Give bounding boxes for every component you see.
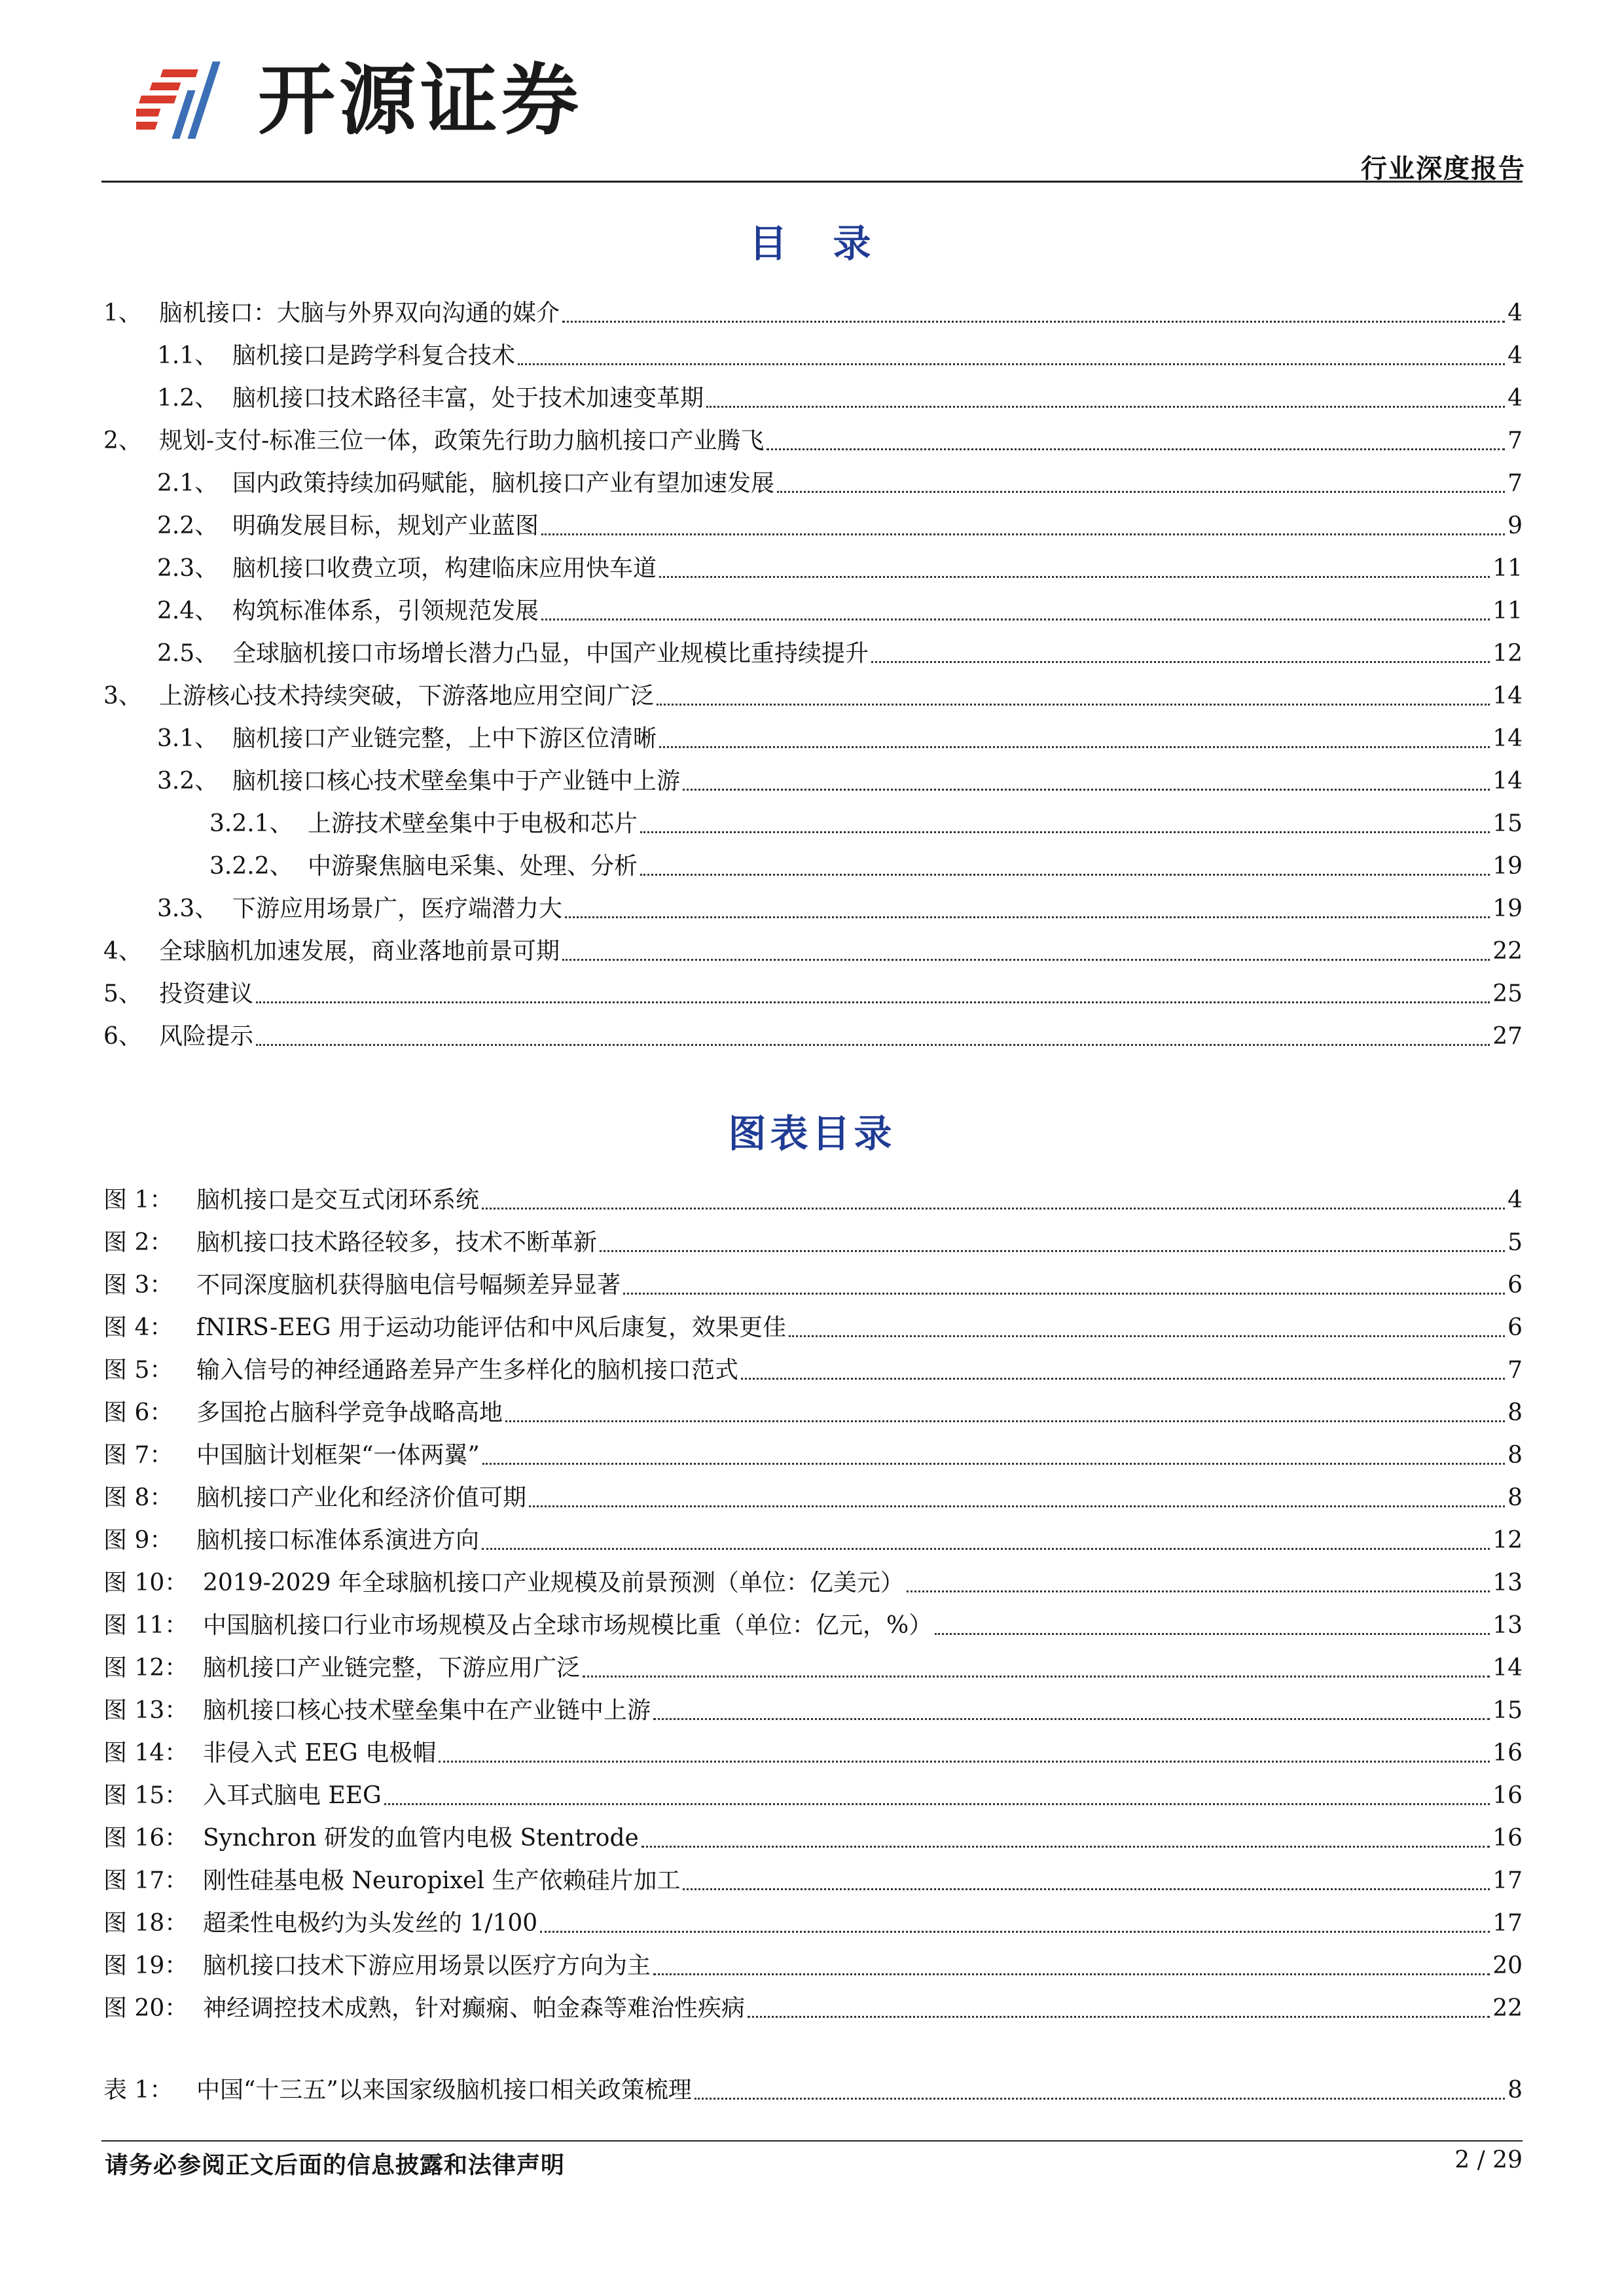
figure-entry-number: 图 5： (103, 1357, 173, 1384)
toc-entry-page: 14 (1492, 725, 1523, 752)
toc-entry[interactable] (103, 841, 1523, 884)
figure-entry[interactable] (103, 1685, 1523, 1728)
dot-leader (777, 490, 1505, 493)
toc-entry-page: 7 (1507, 427, 1523, 454)
toc-entry[interactable] (103, 628, 1523, 671)
figure-entry-number: 图 15： (103, 1782, 189, 1809)
toc-entry-page: 11 (1492, 555, 1523, 582)
toc-entry-title: 脑机接口：大脑与外界双向沟通的媒介 (159, 300, 560, 327)
dot-leader (659, 575, 1490, 578)
toc-entry-page: 25 (1492, 980, 1523, 1007)
toc-entry[interactable] (103, 1011, 1523, 1054)
figure-entry-page: 16 (1492, 1825, 1523, 1852)
figure-entry-page: 15 (1492, 1697, 1523, 1724)
figure-entry-title: 脑机接口产业化和经济价值可期 (196, 1484, 527, 1511)
toc-entry-number: 2.1、 (157, 470, 219, 497)
toc-entry-number: 1.2、 (157, 385, 219, 412)
figure-entry-title: 多国抢占脑科学竞争战略高地 (196, 1399, 503, 1426)
figure-entry-page: 5 (1507, 1229, 1523, 1256)
figure-entry[interactable] (103, 1813, 1523, 1856)
dot-leader (541, 618, 1490, 620)
toc-entry-page: 15 (1492, 810, 1523, 837)
toc-entry-number: 3.2.2、 (209, 853, 293, 880)
dot-leader (565, 916, 1490, 918)
toc-entry-title: 上游技术壁垒集中于电极和芯片 (308, 810, 638, 837)
toc-entry-title: 全球脑机加速发展，商业落地前景可期 (159, 938, 560, 965)
dot-leader (256, 1001, 1490, 1003)
toc-entry-title: 脑机接口是跨学科复合技术 (232, 342, 516, 369)
dot-leader (482, 1462, 1505, 1465)
figure-entry[interactable] (103, 1898, 1523, 1941)
table-entry-number: 表 1： (103, 2077, 173, 2104)
figure-entry[interactable] (103, 1302, 1523, 1345)
figure-entry-title: 神经调控技术成熟，针对癫痫、帕金森等难治性疾病 (203, 1995, 746, 2022)
figure-entry[interactable] (103, 1473, 1523, 1515)
figure-entry-title: 超柔性电极约为头发丝的 1/100 (203, 1910, 538, 1937)
table-entry-page: 8 (1507, 2077, 1523, 2104)
figure-entry-page: 4 (1507, 1187, 1523, 1213)
figure-entry-title: 脑机接口是交互式闭环系统 (196, 1187, 480, 1213)
figure-entry-page: 13 (1492, 1612, 1523, 1639)
toc-entry-title: 规划-支付-标准三位一体，政策先行助力脑机接口产业腾飞 (159, 427, 765, 454)
figure-entry-number: 图 18： (103, 1910, 189, 1937)
dot-leader (623, 1292, 1505, 1295)
dot-leader (653, 1973, 1490, 1975)
dot-leader (640, 873, 1490, 876)
brand-mark-icon (136, 51, 241, 149)
figure-entry-number: 图 1： (103, 1187, 173, 1213)
toc-entry-number: 2、 (103, 427, 142, 454)
toc-entry-number: 2.4、 (157, 598, 219, 624)
figure-entry-number: 图 14： (103, 1740, 189, 1767)
figure-entry-title: 脑机接口技术下游应用场景以医疗方向为主 (203, 1952, 651, 1979)
dot-leader (439, 1760, 1490, 1763)
figure-entry[interactable] (103, 1856, 1523, 1898)
figure-entry[interactable] (103, 1260, 1523, 1302)
figure-entry-number: 图 7： (103, 1442, 173, 1469)
figure-entry[interactable] (103, 1388, 1523, 1430)
dot-leader (482, 1547, 1490, 1550)
figures-list (103, 1175, 1523, 2026)
toc-entry-page: 14 (1492, 683, 1523, 709)
toc-entry[interactable] (103, 501, 1523, 543)
figure-entry-title: Synchron 研发的血管内电极 Stentrode (203, 1825, 639, 1852)
figure-entry-title: 刚性硅基电极 Neuropixel 生产依赖硅片加工 (203, 1867, 681, 1894)
toc-entry[interactable] (103, 373, 1523, 416)
figure-entry-title: 非侵入式 EEG 电极帽 (203, 1740, 437, 1767)
figure-entry-title: 脑机接口产业链完整，下游应用广泛 (203, 1655, 581, 1681)
dot-leader (562, 958, 1490, 961)
figure-entry[interactable] (103, 1217, 1523, 1260)
figure-entry-page: 6 (1507, 1272, 1523, 1299)
toc-entry-page: 11 (1492, 598, 1523, 624)
toc-entry[interactable] (103, 331, 1523, 373)
toc-entry-title: 脑机接口收费立项，构建临床应用快车道 (232, 555, 657, 582)
toc-entry-number: 1.1、 (157, 342, 219, 369)
toc-entry-page: 4 (1507, 342, 1523, 369)
dot-leader (518, 363, 1505, 365)
toc-list (103, 288, 1523, 1054)
footer-divider (101, 2140, 1523, 2142)
toc-entry-title: 中游聚焦脑电采集、处理、分析 (308, 853, 638, 880)
toc-entry[interactable] (103, 756, 1523, 798)
toc-entry[interactable] (103, 288, 1523, 331)
toc-entry-page: 22 (1492, 938, 1523, 965)
toc-entry-page: 12 (1492, 640, 1523, 667)
toc-entry[interactable] (103, 586, 1523, 628)
figure-entry-title: 中国脑机接口行业市场规模及占全球市场规模比重（单位：亿元，%） (203, 1612, 933, 1639)
figure-entry[interactable] (103, 1600, 1523, 1643)
toc-entry-page: 14 (1492, 768, 1523, 795)
toc-entry-page: 19 (1492, 895, 1523, 922)
figure-entry-number: 图 2： (103, 1229, 173, 1256)
toc-entry-number: 2.5、 (157, 640, 219, 667)
footer-disclaimer: 请务必参阅正文后面的信息披露和法律声明 (105, 2152, 566, 2179)
dot-leader (583, 1675, 1490, 1677)
figures-title: 图表目录 (728, 1111, 896, 1156)
toc-entry-page: 9 (1507, 512, 1523, 539)
toc-entry-number: 2.2、 (157, 512, 219, 539)
table-entry-title: 中国“十三五”以来国家级脑机接口相关政策梳理 (196, 2077, 692, 2104)
figure-entry-number: 图 17： (103, 1867, 189, 1894)
toc-entry-number: 4、 (103, 938, 142, 965)
figure-entry-page: 8 (1507, 1399, 1523, 1426)
dot-leader (541, 533, 1505, 535)
figure-entry-page: 13 (1492, 1570, 1523, 1596)
figure-entry[interactable] (103, 1728, 1523, 1770)
figure-entry[interactable] (103, 1515, 1523, 1558)
toc-entry-number: 3、 (103, 683, 142, 709)
figure-entry-page: 14 (1492, 1655, 1523, 1681)
toc-entry-title: 投资建议 (159, 980, 254, 1007)
table-entry[interactable] (103, 2065, 1523, 2108)
toc-entry[interactable] (103, 969, 1523, 1011)
toc-entry-title: 脑机接口产业链完整，上中下游区位清晰 (232, 725, 657, 752)
toc-entry-number: 3.3、 (157, 895, 219, 922)
dot-leader (600, 1249, 1505, 1252)
figure-entry-number: 图 6： (103, 1399, 173, 1426)
toc-entry-number: 5、 (103, 980, 142, 1007)
dot-leader (871, 660, 1490, 663)
figure-entry-title: fNIRS-EEG 用于运动功能评估和中风后康复，效果更佳 (196, 1314, 787, 1341)
dot-leader (653, 1717, 1490, 1720)
dot-leader (935, 1632, 1490, 1635)
brand-logo (136, 51, 583, 149)
toc-entry-title: 明确发展目标，规划产业蓝图 (232, 512, 539, 539)
dot-leader (683, 788, 1490, 791)
dot-leader (767, 448, 1505, 450)
figure-entry-page: 7 (1507, 1357, 1523, 1384)
brand-name: 开源证券 (258, 55, 583, 145)
figure-entry[interactable] (103, 1770, 1523, 1813)
toc-entry-page: 7 (1507, 470, 1523, 497)
toc-entry-page: 4 (1507, 300, 1523, 327)
dot-leader (683, 1888, 1490, 1890)
figure-entry[interactable] (103, 1941, 1523, 1983)
figure-entry[interactable] (103, 1175, 1523, 1217)
figure-entry-title: 中国脑计划框架“一体两翼” (196, 1442, 480, 1469)
dot-leader (741, 1377, 1505, 1380)
figure-entry[interactable] (103, 1345, 1523, 1388)
toc-entry-page: 19 (1492, 853, 1523, 880)
dot-leader (540, 1930, 1490, 1933)
figure-entry-title: 不同深度脑机获得脑电信号幅频差异显著 (196, 1272, 621, 1299)
toc-entry-title: 上游核心技术持续突破，下游落地应用空间广泛 (159, 683, 655, 709)
toc-entry-number: 3.1、 (157, 725, 219, 752)
figure-entry-number: 图 11： (103, 1612, 189, 1639)
figure-entry-number: 图 9： (103, 1527, 173, 1554)
figure-entry-number: 图 12： (103, 1655, 189, 1681)
toc-entry-number: 3.2、 (157, 768, 219, 795)
toc-entry[interactable] (103, 713, 1523, 756)
toc-entry-title: 国内政策持续加码赋能，脑机接口产业有望加速发展 (232, 470, 775, 497)
dot-leader (657, 703, 1490, 706)
toc-entry[interactable] (103, 543, 1523, 586)
figure-entry-number: 图 13： (103, 1697, 189, 1724)
figure-entry-number: 图 16： (103, 1825, 189, 1852)
toc-entry-number: 2.3、 (157, 555, 219, 582)
figure-entry[interactable] (103, 1558, 1523, 1600)
toc-entry-title: 风险提示 (159, 1023, 254, 1050)
figure-entry-number: 图 20： (103, 1995, 189, 2022)
dot-leader (384, 1803, 1490, 1805)
figure-entry-page: 12 (1492, 1527, 1523, 1554)
figure-entry-title: 脑机接口标准体系演进方向 (196, 1527, 480, 1554)
page-indicator: 2 / 29 (1454, 2147, 1523, 2174)
toc-entry-number: 6、 (103, 1023, 142, 1050)
toc-entry[interactable] (103, 416, 1523, 458)
toc-entry[interactable] (103, 926, 1523, 969)
dot-leader (907, 1590, 1490, 1592)
figure-entry-page: 20 (1492, 1952, 1523, 1979)
figure-entry-number: 图 4： (103, 1314, 173, 1341)
header-divider (101, 181, 1523, 183)
toc-entry-number: 1、 (103, 300, 142, 327)
toc-entry-title: 全球脑机接口市场增长潜力凸显，中国产业规模比重持续提升 (232, 640, 869, 667)
dot-leader (640, 831, 1490, 833)
figure-entry-page: 8 (1507, 1442, 1523, 1469)
dot-leader (529, 1505, 1505, 1507)
figure-entry-title: 脑机接口核心技术壁垒集中在产业链中上游 (203, 1697, 651, 1724)
figure-entry-number: 图 19： (103, 1952, 189, 1979)
figure-entry-title: 脑机接口技术路径较多，技术不断革新 (196, 1229, 598, 1256)
figure-entry-number: 图 10： (103, 1570, 189, 1596)
figure-entry-number: 图 3： (103, 1272, 173, 1299)
figure-entry-title: 入耳式脑电 EEG (203, 1782, 382, 1809)
toc-entry-number: 3.2.1、 (209, 810, 293, 837)
toc-entry[interactable] (103, 798, 1523, 841)
figure-entry-number: 图 8： (103, 1484, 173, 1511)
toc-entry-title: 脑机接口核心技术壁垒集中于产业链中上游 (232, 768, 681, 795)
dot-leader (659, 745, 1490, 748)
toc-entry-title: 构筑标准体系，引领规范发展 (232, 598, 539, 624)
tables-list (103, 2065, 1523, 2108)
dot-leader (641, 1845, 1490, 1848)
figure-entry[interactable] (103, 1643, 1523, 1685)
toc-entry[interactable] (103, 671, 1523, 713)
figure-entry-page: 16 (1492, 1740, 1523, 1767)
dot-leader (505, 1420, 1505, 1422)
dot-leader (482, 1207, 1505, 1210)
toc-entry-page: 4 (1507, 385, 1523, 412)
figure-entry-title: 2019-2029 年全球脑机接口产业规模及前景预测（单位：亿美元） (203, 1570, 904, 1596)
dot-leader (789, 1335, 1505, 1337)
figure-entry-page: 17 (1492, 1910, 1523, 1937)
toc-entry-page: 27 (1492, 1023, 1523, 1050)
toc-entry[interactable] (103, 458, 1523, 501)
dot-leader (562, 320, 1505, 323)
figure-entry-page: 8 (1507, 1484, 1523, 1511)
figure-entry-page: 22 (1492, 1995, 1523, 2022)
dot-leader (695, 2097, 1505, 2100)
figure-entry[interactable] (103, 1430, 1523, 1473)
toc-title: 目 录 (749, 221, 875, 266)
figure-entry-page: 6 (1507, 1314, 1523, 1341)
figure-entry-title: 输入信号的神经通路差异产生多样化的脑机接口范式 (196, 1357, 739, 1384)
dot-leader (748, 2015, 1490, 2018)
report-type-label: 行业深度报告 (1361, 154, 1526, 184)
figure-entry-page: 16 (1492, 1782, 1523, 1809)
dot-leader (706, 405, 1505, 408)
figure-entry-page: 17 (1492, 1867, 1523, 1894)
dot-leader (256, 1043, 1490, 1046)
toc-entry-title: 脑机接口技术路径丰富，处于技术加速变革期 (232, 385, 704, 412)
toc-entry-title: 下游应用场景广，医疗端潜力大 (232, 895, 563, 922)
toc-entry[interactable] (103, 884, 1523, 926)
figure-entry[interactable] (103, 1983, 1523, 2026)
